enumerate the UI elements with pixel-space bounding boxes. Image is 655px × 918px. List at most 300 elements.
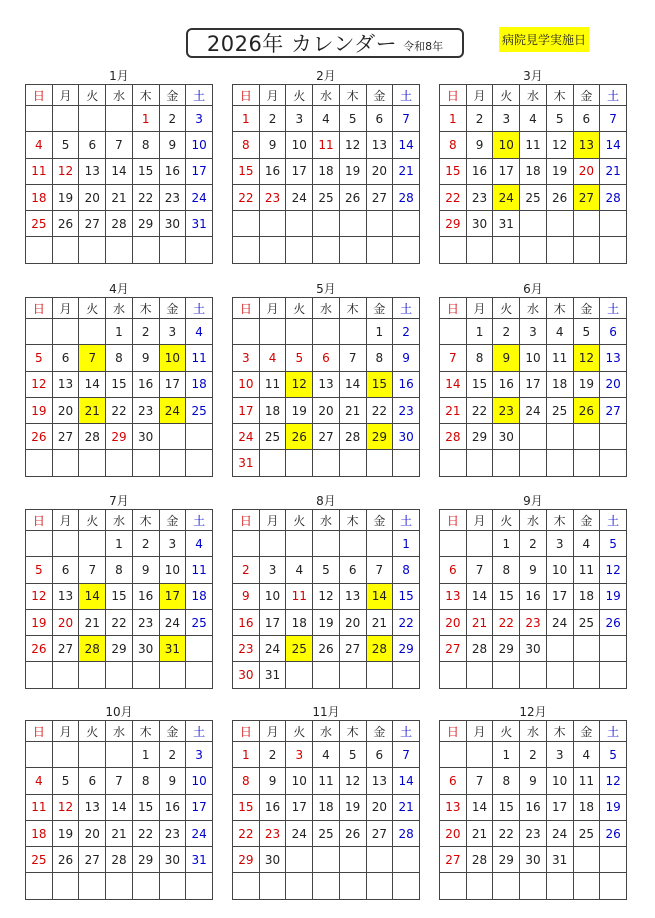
day-cell: 2 [132,531,159,557]
day-cell: 3 [546,531,573,557]
day-cell: 26 [52,211,79,237]
empty-cell [366,211,393,237]
day-cell: 7 [466,768,493,794]
day-cell: 11 [573,768,600,794]
weekday-header: 日 [26,510,53,531]
day-cell: 17 [186,794,213,820]
empty-cell [600,211,627,237]
weekday-header: 土 [393,510,420,531]
empty-cell [440,319,467,345]
week-row [233,742,420,768]
empty-cell [186,636,213,662]
day-cell: 15 [366,371,393,397]
day-cell: 28 [600,184,627,210]
weekday-header: 日 [26,721,53,742]
day-cell: 30 [132,636,159,662]
week-row [233,424,420,450]
week-row [233,847,420,873]
day-cell: 30 [466,211,493,237]
weekday-header: 水 [106,721,133,742]
day-cell: 31 [233,450,260,476]
day-cell: 18 [26,820,53,846]
week-row [440,636,627,662]
day-cell: 1 [233,106,260,132]
weekday-header-row [440,298,627,319]
day-cell: 4 [26,132,53,158]
weekday-header: 水 [313,85,340,106]
week-row [440,237,627,263]
day-cell: 19 [52,184,79,210]
day-cell: 3 [286,106,313,132]
day-cell: 8 [493,768,520,794]
empty-cell [466,450,493,476]
weekday-header: 木 [339,510,366,531]
empty-cell [286,237,313,263]
week-row [440,345,627,371]
week-row [440,132,627,158]
day-cell: 10 [520,345,547,371]
day-cell: 29 [233,847,260,873]
empty-cell [600,847,627,873]
weekday-header: 木 [339,721,366,742]
week-row [26,742,213,768]
day-cell: 15 [132,158,159,184]
day-cell: 4 [313,106,340,132]
day-cell: 30 [520,847,547,873]
empty-cell [313,319,340,345]
day-cell: 3 [493,106,520,132]
empty-cell [313,211,340,237]
day-cell: 13 [573,132,600,158]
day-cell: 8 [493,557,520,583]
day-cell: 17 [259,609,286,635]
day-cell: 24 [520,397,547,423]
weekday-header: 水 [520,298,547,319]
day-cell: 31 [259,662,286,688]
empty-cell [132,450,159,476]
week-row [440,106,627,132]
day-cell: 16 [159,158,186,184]
day-cell: 22 [106,397,133,423]
empty-cell [573,847,600,873]
week-row [233,794,420,820]
day-cell: 4 [573,742,600,768]
empty-cell [573,662,600,688]
empty-cell [286,531,313,557]
day-cell: 6 [79,768,106,794]
weekday-header: 土 [186,510,213,531]
empty-cell [600,424,627,450]
month-calendar [232,493,420,689]
day-cell: 7 [600,106,627,132]
day-cell: 25 [520,184,547,210]
day-cell: 18 [186,371,213,397]
day-cell: 2 [520,531,547,557]
day-cell: 30 [493,424,520,450]
day-cell: 14 [440,371,467,397]
day-cell: 23 [159,184,186,210]
day-cell: 12 [313,583,340,609]
empty-cell [600,450,627,476]
day-cell: 21 [466,609,493,635]
day-cell: 11 [186,345,213,371]
day-cell: 5 [573,319,600,345]
day-cell: 18 [313,158,340,184]
day-cell: 8 [440,132,467,158]
day-cell: 12 [573,345,600,371]
day-cell: 25 [26,211,53,237]
day-cell: 17 [233,397,260,423]
day-cell: 27 [52,424,79,450]
day-cell: 26 [600,609,627,635]
empty-cell [26,237,53,263]
day-cell: 18 [26,184,53,210]
day-cell: 16 [159,794,186,820]
empty-cell [520,873,547,899]
empty-cell [366,873,393,899]
month-title: 11月 [312,705,340,719]
day-cell: 13 [366,132,393,158]
weekday-header: 火 [79,721,106,742]
weekday-header-row [26,85,213,106]
day-cell: 21 [79,397,106,423]
day-cell: 6 [339,557,366,583]
day-cell: 11 [573,557,600,583]
day-cell: 23 [159,820,186,846]
day-cell: 17 [520,371,547,397]
weekday-header: 土 [600,298,627,319]
empty-cell [520,237,547,263]
day-cell: 11 [313,768,340,794]
day-cell: 1 [440,106,467,132]
weekday-header: 土 [600,510,627,531]
month-calendar [232,281,420,477]
day-cell: 23 [520,820,547,846]
day-cell: 16 [493,371,520,397]
empty-cell [366,450,393,476]
empty-cell [186,873,213,899]
week-row [233,820,420,846]
empty-cell [159,873,186,899]
day-cell: 9 [520,768,547,794]
empty-cell [366,662,393,688]
day-cell: 2 [159,742,186,768]
day-cell: 14 [106,158,133,184]
day-cell: 28 [466,847,493,873]
weekday-header: 金 [366,721,393,742]
weekday-header: 日 [233,510,260,531]
empty-cell [520,662,547,688]
day-cell: 16 [259,158,286,184]
day-cell: 4 [520,106,547,132]
day-cell: 6 [52,557,79,583]
week-row [440,873,627,899]
empty-cell [313,873,340,899]
weekday-header: 金 [159,85,186,106]
empty-cell [233,873,260,899]
day-cell: 9 [159,132,186,158]
day-cell: 18 [573,794,600,820]
day-cell: 17 [493,158,520,184]
month-calendar [25,281,213,477]
weekday-header: 木 [132,510,159,531]
day-cell: 18 [520,158,547,184]
day-cell: 27 [313,424,340,450]
day-cell: 26 [26,636,53,662]
empty-cell [520,211,547,237]
day-cell: 23 [466,184,493,210]
empty-cell [259,237,286,263]
day-cell: 11 [186,557,213,583]
day-cell: 3 [159,319,186,345]
empty-cell [393,873,420,899]
week-row [233,132,420,158]
month-table [25,720,213,900]
day-cell: 30 [159,211,186,237]
weekday-header: 水 [520,510,547,531]
weekday-header: 水 [520,721,547,742]
day-cell: 20 [313,397,340,423]
day-cell: 3 [259,557,286,583]
empty-cell [132,873,159,899]
empty-cell [259,531,286,557]
weekday-header: 土 [600,721,627,742]
day-cell: 2 [259,742,286,768]
month-table [232,720,420,900]
day-cell: 19 [52,820,79,846]
day-cell: 15 [132,794,159,820]
day-cell: 8 [132,132,159,158]
era-subtitle: 令和8年 [403,40,444,53]
empty-cell [79,450,106,476]
day-cell: 6 [79,132,106,158]
empty-cell [520,424,547,450]
day-cell: 16 [393,371,420,397]
empty-cell [493,237,520,263]
day-cell: 24 [159,397,186,423]
week-row [440,450,627,476]
day-cell: 12 [546,132,573,158]
week-row [26,319,213,345]
day-cell: 10 [493,132,520,158]
day-cell: 25 [26,847,53,873]
day-cell: 1 [366,319,393,345]
month-title: 6月 [523,282,543,296]
day-cell: 28 [393,184,420,210]
weekday-header: 日 [440,85,467,106]
day-cell: 8 [233,132,260,158]
month-table [232,84,420,264]
weekday-header: 月 [259,85,286,106]
weekday-header: 金 [573,85,600,106]
day-cell: 29 [366,424,393,450]
day-cell: 15 [493,794,520,820]
empty-cell [52,662,79,688]
empty-cell [52,450,79,476]
day-cell: 22 [132,820,159,846]
day-cell: 5 [600,531,627,557]
day-cell: 19 [26,609,53,635]
day-cell: 4 [186,319,213,345]
empty-cell [26,662,53,688]
weekday-header: 月 [259,510,286,531]
day-cell: 27 [339,636,366,662]
week-row [440,211,627,237]
day-cell: 30 [132,424,159,450]
day-cell: 31 [159,636,186,662]
day-cell: 28 [393,820,420,846]
empty-cell [493,662,520,688]
week-row [26,345,213,371]
week-row [233,450,420,476]
empty-cell [573,237,600,263]
day-cell: 22 [366,397,393,423]
month-calendar [439,68,627,264]
weekday-header: 日 [440,510,467,531]
day-cell: 17 [546,794,573,820]
empty-cell [546,211,573,237]
day-cell: 21 [339,397,366,423]
day-cell: 7 [106,132,133,158]
day-cell: 27 [52,636,79,662]
empty-cell [466,531,493,557]
day-cell: 14 [79,583,106,609]
day-cell: 21 [106,820,133,846]
day-cell: 5 [313,557,340,583]
day-cell: 12 [339,132,366,158]
day-cell: 29 [493,847,520,873]
weekday-header: 日 [26,298,53,319]
month-table [25,509,213,689]
day-cell: 15 [106,371,133,397]
day-cell: 25 [259,424,286,450]
weekday-header: 月 [466,298,493,319]
week-row [26,184,213,210]
weekday-header: 日 [440,721,467,742]
weekday-header: 水 [106,298,133,319]
day-cell: 29 [466,424,493,450]
empty-cell [339,531,366,557]
day-cell: 22 [440,184,467,210]
empty-cell [106,237,133,263]
month-calendar [25,68,213,264]
day-cell: 13 [440,794,467,820]
day-cell: 14 [79,371,106,397]
day-cell: 26 [286,424,313,450]
day-cell: 23 [393,397,420,423]
empty-cell [573,211,600,237]
day-cell: 25 [546,397,573,423]
day-cell: 23 [132,397,159,423]
weekday-header: 木 [546,85,573,106]
month-table [439,509,627,689]
weekday-header: 木 [546,298,573,319]
day-cell: 10 [286,768,313,794]
day-cell: 11 [520,132,547,158]
month-table [232,509,420,689]
day-cell: 29 [106,636,133,662]
empty-cell [339,873,366,899]
day-cell: 9 [132,345,159,371]
week-row [233,557,420,583]
day-cell: 14 [366,583,393,609]
empty-cell [313,450,340,476]
week-row [233,371,420,397]
day-cell: 13 [79,794,106,820]
day-cell: 12 [52,794,79,820]
day-cell: 17 [159,371,186,397]
day-cell: 15 [440,158,467,184]
weekday-header: 金 [159,721,186,742]
empty-cell [52,319,79,345]
weekday-header-row [233,721,420,742]
day-cell: 19 [26,397,53,423]
empty-cell [366,847,393,873]
empty-cell [546,662,573,688]
day-cell: 2 [520,742,547,768]
weekday-header-row [233,85,420,106]
empty-cell [259,319,286,345]
day-cell: 5 [26,557,53,583]
month-title: 5月 [316,282,336,296]
week-row [440,397,627,423]
empty-cell [233,319,260,345]
day-cell: 2 [493,319,520,345]
week-row [26,873,213,899]
month-table [232,297,420,477]
day-cell: 31 [493,211,520,237]
day-cell: 18 [573,583,600,609]
empty-cell [79,237,106,263]
day-cell: 8 [233,768,260,794]
day-cell: 29 [440,211,467,237]
empty-cell [339,662,366,688]
empty-cell [233,237,260,263]
day-cell: 23 [259,184,286,210]
day-cell: 15 [233,794,260,820]
day-cell: 28 [466,636,493,662]
week-row [440,768,627,794]
empty-cell [26,450,53,476]
day-cell: 13 [79,158,106,184]
day-cell: 4 [26,768,53,794]
day-cell: 4 [313,742,340,768]
day-cell: 26 [339,820,366,846]
day-cell: 20 [79,184,106,210]
empty-cell [79,531,106,557]
day-cell: 22 [493,820,520,846]
week-row [233,609,420,635]
empty-cell [286,662,313,688]
day-cell: 27 [440,636,467,662]
day-cell: 12 [286,371,313,397]
week-row [440,609,627,635]
day-cell: 18 [286,609,313,635]
empty-cell [466,873,493,899]
day-cell: 16 [466,158,493,184]
weekday-header: 月 [52,298,79,319]
empty-cell [546,237,573,263]
day-cell: 24 [286,184,313,210]
weekday-header-row [233,510,420,531]
empty-cell [573,450,600,476]
weekday-header: 水 [313,298,340,319]
day-cell: 11 [546,345,573,371]
day-cell: 6 [440,768,467,794]
day-cell: 20 [440,820,467,846]
day-cell: 13 [600,345,627,371]
month-calendar [232,68,420,264]
